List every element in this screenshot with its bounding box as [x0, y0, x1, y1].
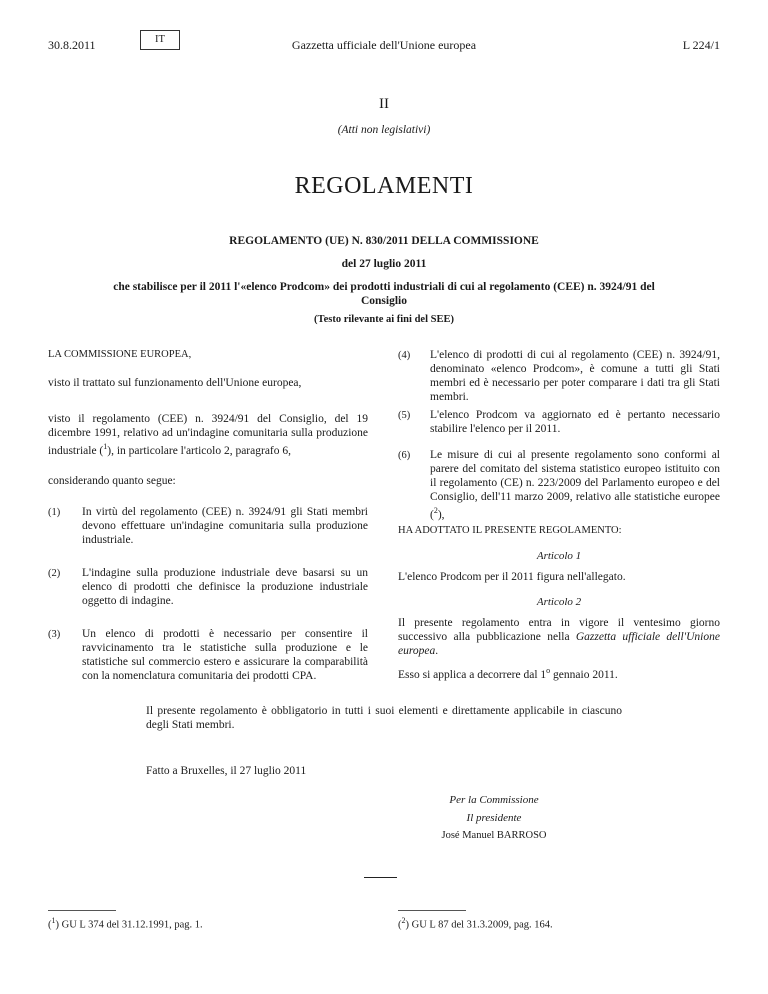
preamble-commission: LA COMMISSIONE EUROPEA,: [48, 349, 192, 360]
footnote-ref-2: 2: [433, 506, 438, 515]
part-number: II: [379, 96, 389, 112]
article-2-text: Il presente regolamento entra in vigore il ventesimo giorno successivo alla pubblicazione nella Gazzetta ufficiale dell'Unione europea.: [398, 617, 720, 657]
preamble-regulation: visto il regolamento (CEE) n. 3924/91 del Consiglio, del 19 dicembre 1991, relativo ad un'indagine comunitaria sulla produzione industriale ($^1$), in particolare l'articolo 2, paragrafo 6,: [48, 413, 368, 457]
preamble-treaty: visto il trattato sul funzionamento dell'Unione europea,: [48, 377, 302, 389]
signatory-name: José Manuel BARROSO: [441, 830, 547, 841]
footnote-1: ($^1$) GU L 374 del 31.12.1991, pag. 1.: [48, 916, 203, 931]
language-badge: IT: [140, 30, 180, 50]
signature-for: Per la Commissione: [449, 794, 539, 806]
article-2-heading: Articolo 2: [536, 596, 582, 608]
adopted-statement: HA ADOTTATO IL PRESENTE REGOLAMENTO:: [398, 525, 622, 536]
regulation-title: che stabilisce per il 2011 l'«elenco Prodcom» dei prodotti industriali di cui al regolamento (CEE) n. 3924/91 del Consiglio: [113, 281, 655, 307]
page-reference: L 224/1: [682, 38, 720, 52]
regulation-date: del 27 luglio 2011: [341, 258, 427, 270]
eea-relevance-note: (Testo rilevante ai fini del SEE): [314, 314, 454, 325]
done-at: Fatto a Bruxelles, il 27 luglio 2011: [146, 765, 307, 777]
article-2-application: Esso si applica a decorrere dal 1$^o$ gennaio 2011.: [398, 666, 618, 681]
footnote-ref-1: 1: [103, 442, 108, 451]
footnote-separator: [398, 910, 466, 911]
footnote-separator: [48, 910, 116, 911]
binding-clause: Il presente regolamento è obbligatorio in tutti i suoi elementi e direttamente applicabile in ciascuno degli Stati membri.: [146, 705, 622, 731]
footnote-2: ($^2$) GU L 87 del 31.3.2009, pag. 164.: [398, 916, 553, 931]
part-subtitle: (Atti non legislativi): [337, 124, 431, 136]
article-1-heading: Articolo 1: [536, 550, 582, 562]
header-date: 30.8.2011: [48, 38, 96, 52]
regulation-number: REGOLAMENTO (UE) N. 830/2011 DELLA COMMISSIONE: [229, 235, 539, 247]
divider: [364, 877, 397, 878]
article-1-text: L'elenco Prodcom per il 2011 figura nell'allegato.: [398, 571, 626, 583]
section-title: REGOLAMENTI: [294, 173, 474, 199]
signature-role: Il presidente: [466, 812, 522, 824]
journal-title: Gazzetta ufficiale dell'Unione europea: [291, 38, 477, 52]
preamble-whereas: considerando quanto segue:: [48, 475, 176, 487]
